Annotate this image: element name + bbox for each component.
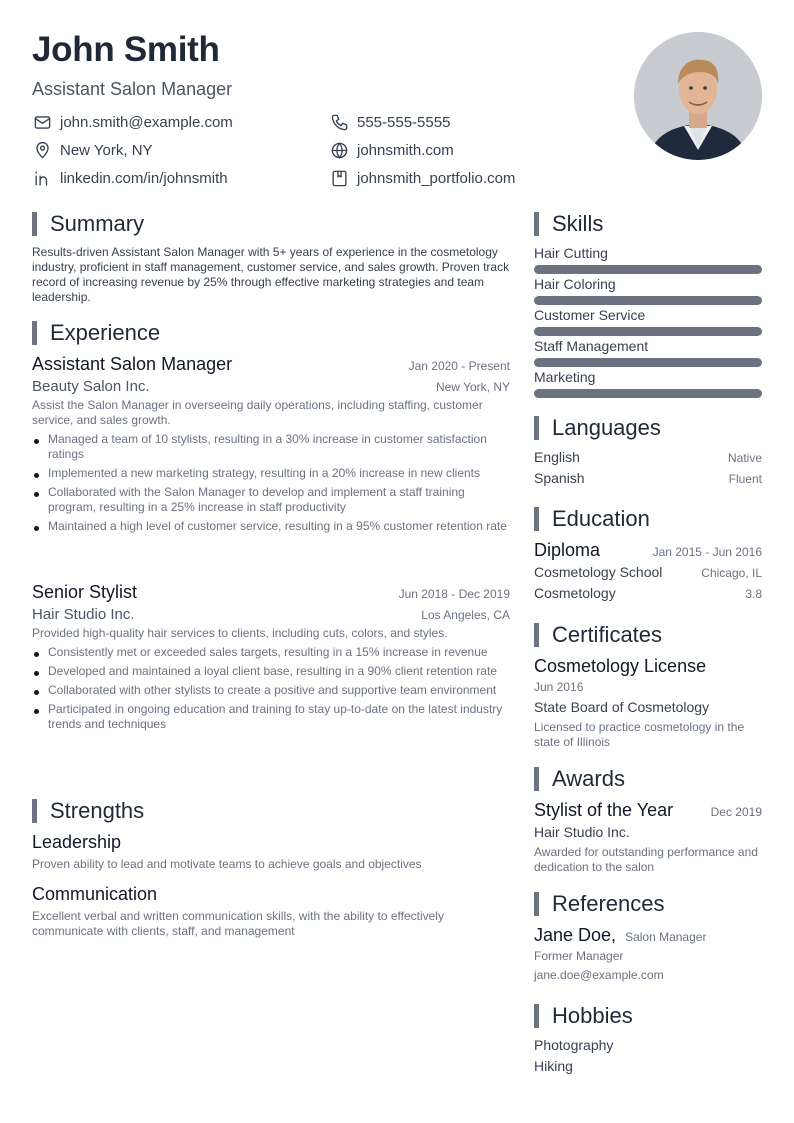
education-location: Chicago, IL	[701, 566, 762, 580]
job-bullet: Maintained a high level of customer service, resulting in a 95% customer retention rate	[32, 519, 510, 534]
reference-name: Jane Doe,	[534, 925, 617, 945]
strength-item	[32, 884, 510, 939]
section-education-heading	[534, 506, 650, 532]
section-title: Languages	[552, 415, 661, 440]
skill-level-bar	[534, 327, 762, 336]
section-title: Education	[552, 506, 650, 531]
education-item	[534, 540, 762, 606]
skill-label: Staff Management	[534, 338, 649, 354]
skill-item	[534, 307, 762, 338]
strength-title: Leadership	[32, 832, 122, 852]
strength-description: Excellent verbal and written communication skills, with the ability to effectively communicate with clients, staff, and management	[32, 909, 444, 938]
award-date: Dec 2019	[710, 805, 762, 819]
portfolio-icon	[329, 168, 349, 188]
section-experience-heading	[32, 320, 160, 346]
candidate-name: John Smith	[32, 30, 220, 69]
hobbies-list	[534, 1037, 762, 1079]
contact-phone-text: 555-555-5555	[357, 113, 451, 131]
contact-phone[interactable]	[329, 111, 450, 133]
job-description: Provided high-quality hair services to clients, including cuts, colors, and styles.	[32, 626, 448, 640]
contact-linkedin[interactable]	[32, 167, 228, 189]
mail-icon	[32, 112, 52, 132]
heading-accent-bar	[534, 507, 539, 531]
certificate-name: Cosmetology License	[534, 656, 707, 676]
contact-portfolio-text: johnsmith_portfolio.com	[357, 169, 516, 187]
contact-email[interactable]	[32, 111, 233, 133]
job-bullet: Collaborated with other stylists to create a positive and supportive team environment	[32, 683, 510, 698]
summary-text: Results-driven Assistant Salon Manager with 5+ years of experience in the cosmetology industry, proficient in staff management, customer service, and sales growth. Proven track record of increasing revenue by 25% through effective marketing strategies and team leadership.	[32, 245, 510, 304]
languages-list	[534, 449, 762, 491]
job-title: Senior Stylist	[32, 582, 138, 602]
heading-accent-bar	[32, 321, 37, 345]
contact-website-text: johnsmith.com	[357, 141, 454, 159]
contact-linkedin-text: linkedin.com/in/johnsmith	[60, 169, 228, 187]
heading-accent-bar	[534, 1004, 539, 1028]
section-awards-heading	[534, 766, 625, 792]
language-name: Spanish	[534, 470, 585, 486]
heading-accent-bar	[32, 212, 37, 236]
heading-accent-bar	[534, 416, 539, 440]
section-strengths-heading	[32, 798, 144, 824]
strength-description: Proven ability to lead and motivate teams to achieve goals and objectives	[32, 857, 422, 871]
heading-accent-bar	[534, 892, 539, 916]
section-skills-heading	[534, 211, 603, 237]
award-issuer: Hair Studio Inc.	[534, 824, 630, 840]
job-bullet: Developed and maintained a loyal client base, resulting in a 90% client retention rate	[32, 664, 510, 679]
language-level: Native	[727, 451, 762, 465]
certificate-issuer: State Board of Cosmetology	[534, 699, 710, 715]
skill-level-bar	[534, 358, 762, 367]
contact-portfolio[interactable]	[329, 167, 515, 189]
skill-item	[534, 338, 762, 369]
education-dates: Jan 2015 - Jun 2016	[652, 545, 762, 559]
section-title: Summary	[50, 211, 145, 236]
map-pin-icon	[32, 140, 52, 160]
certificate-description: Licensed to practice cosmetology in the state of Illinois	[534, 720, 745, 749]
strength-item	[32, 832, 510, 872]
job-description: Assist the Salon Manager in overseeing daily operations, including staffing, customer service, and sales growth.	[32, 398, 483, 427]
contact-location-text: New York, NY	[60, 141, 153, 159]
section-hobbies-heading	[534, 1003, 633, 1029]
section-title: Skills	[552, 211, 604, 236]
linkedin-icon	[32, 168, 52, 188]
job-bullet: Consistently met or exceeded sales targets, resulting in a 15% increase in revenue	[32, 645, 510, 660]
education-field: Cosmetology	[534, 585, 616, 601]
job-location: Los Angeles, CA	[421, 608, 510, 622]
skill-item	[534, 276, 762, 307]
section-title: Awards	[552, 766, 625, 791]
job-dates: Jan 2020 - Present	[408, 359, 510, 373]
skill-label: Customer Service	[534, 307, 646, 323]
education-gpa: 3.8	[745, 587, 762, 601]
skill-label: Marketing	[534, 369, 596, 385]
certificate-item	[534, 656, 762, 750]
job-dates: Jun 2018 - Dec 2019	[398, 587, 510, 601]
job-company: Beauty Salon Inc.	[32, 378, 150, 395]
section-languages-heading	[534, 415, 661, 441]
award-name: Stylist of the Year	[534, 800, 674, 820]
skill-label: Hair Cutting	[534, 245, 608, 261]
job-bullet: Collaborated with the Salon Manager to develop and implement a staff training program, resulting in a 25% increase in staff productivity	[32, 485, 510, 515]
skill-level-bar	[534, 265, 762, 274]
job-bullet: Implemented a new marketing strategy, resulting in a 20% increase in new clients	[32, 466, 510, 481]
section-title: Certificates	[552, 622, 663, 647]
reference-item	[534, 925, 762, 982]
skills-list	[534, 245, 762, 400]
job-location: New York, NY	[435, 380, 510, 394]
language-name: English	[534, 449, 580, 465]
job-bullet: Participated in ongoing education and training to stay up-to-date on the latest industry trends and techniques	[32, 702, 510, 732]
section-title: Strengths	[50, 798, 145, 823]
hobby-item: Hiking	[534, 1058, 573, 1074]
reference-relation: Former Manager	[534, 949, 624, 963]
job-title: Assistant Salon Manager	[32, 354, 233, 374]
experience-item	[32, 582, 510, 736]
award-item	[534, 800, 762, 875]
skill-level-bar	[534, 296, 762, 305]
candidate-title: Assistant Salon Manager	[32, 79, 233, 99]
section-title: References	[552, 891, 665, 916]
education-school: Cosmetology School	[534, 564, 663, 580]
section-title: Experience	[50, 320, 161, 345]
heading-accent-bar	[534, 767, 539, 791]
job-bullets	[32, 645, 510, 732]
section-certificates-heading	[534, 622, 662, 648]
strength-title: Communication	[32, 884, 158, 904]
section-summary-heading	[32, 211, 144, 237]
job-bullets	[32, 432, 510, 534]
avatar-photo	[634, 32, 762, 160]
language-item	[534, 449, 762, 470]
phone-icon	[329, 112, 349, 132]
globe-icon	[329, 140, 349, 160]
education-degree: Diploma	[534, 540, 601, 560]
contact-location	[32, 139, 153, 161]
job-company: Hair Studio Inc.	[32, 606, 135, 623]
skill-level-bar	[534, 389, 762, 398]
job-bullet: Managed a team of 10 stylists, resulting in a 30% increase in customer satisfaction ratings	[32, 432, 510, 462]
hobby-item: Photography	[534, 1037, 614, 1053]
contact-email-text: john.smith@example.com	[60, 113, 233, 131]
heading-accent-bar	[534, 212, 539, 236]
section-references-heading	[534, 891, 665, 917]
experience-item	[32, 354, 510, 538]
reference-role: Salon Manager	[625, 930, 707, 944]
skill-item	[534, 245, 762, 276]
language-level: Fluent	[728, 472, 762, 486]
award-description: Awarded for outstanding performance and dedication to the salon	[534, 845, 758, 874]
language-item	[534, 470, 762, 491]
certificate-date: Jun 2016	[534, 680, 584, 694]
section-title: Hobbies	[552, 1003, 633, 1028]
contact-website[interactable]	[329, 139, 454, 161]
heading-accent-bar	[534, 623, 539, 647]
heading-accent-bar	[32, 799, 37, 823]
skill-item	[534, 369, 762, 400]
skill-label: Hair Coloring	[534, 276, 616, 292]
reference-email[interactable]: jane.doe@example.com	[534, 968, 664, 982]
